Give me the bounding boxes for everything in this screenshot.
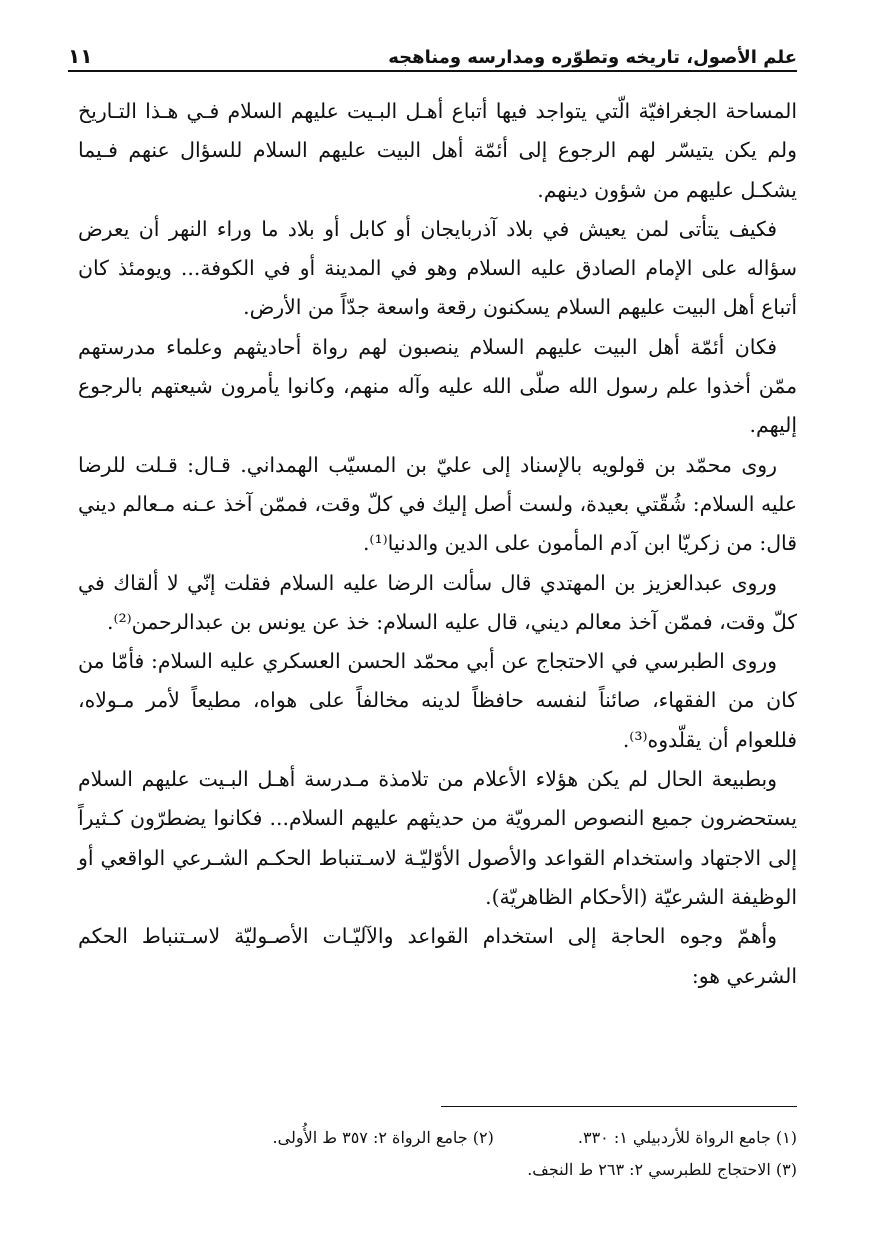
- paragraph: فكيف يتأتى لمن يعيش في بلاد آذربايجان أو كابل أو بلاد ما وراء النهر أن يعرض سؤاله على الإمام الصادق عليه السلام وهو في المدينة أو في الكوفة... ويومئذ كان أتباع أهل البيت عليهم السلام يسكنون رقعة واسعة جدّاً من الأرض.: [78, 216, 797, 320]
- footnotes: [120, 1122, 797, 1186]
- paragraph: روى محمّد بن قولويه بالإسناد إلى عليّ بن المسيّب الهمداني. قـال: قـلت للرضا عليه السلام: شُقّتي بعيدة، ولست أصل إليك في كلّ وقت، فممّن آخذ عـنه مـعالم ديني قال: من زكريّا ابن آدم المأمون على الدين والدنيا⁽¹⁾.: [78, 452, 797, 556]
- header-rule: [68, 70, 797, 72]
- paragraph: فكان أئمّة أهل البيت عليهم السلام ينصبون لهم رواة أحاديثهم وعلماء مدرستهم ممّن أخذوا علم رسول الله صلّى الله عليه وآله منهم، وكانوا يأمرون شيعتهم بالرجوع إليهم.: [78, 334, 797, 438]
- footnote-rule: [441, 1106, 797, 1107]
- footnote-3: (٣) الاحتجاج للطبرسي ٢: ٢٦٣ ط النجف.: [527, 1160, 797, 1179]
- footnote-1: (١) جامع الرواة للأردبيلي ١: ٣٣٠.: [577, 1128, 797, 1147]
- footnote-2: (٢) جامع الرواة ٢: ٣٥٧ ط الأُولى.: [272, 1128, 494, 1147]
- paragraph: وأهمّ وجوه الحاجة إلى استخدام القواعد والآليّـات الأصـوليّة لاسـتنباط الحكم الشرعي هو:: [78, 924, 797, 988]
- paragraph: وروى عبدالعزيز بن المهتدي قال سألت الرضا عليه السلام فقلت إنّي لا ألقاك في كلّ وقت، فممّن آخذ معالم ديني، قال عليه السلام: خذ عن يونس بن عبدالرحمن⁽²⁾.: [78, 570, 797, 634]
- footnote-row: [120, 1122, 797, 1154]
- running-header: [68, 34, 797, 68]
- paragraph: المساحة الجغرافيّة الّتي يتواجد فيها أتباع أهـل البـيت عليهم السلام فـي هـذا التـاريخ ولم يكن يتيسّر لهم الرجوع إلى أئمّة أهل البيت عليهم السلام للسؤال عنهم فـيما يشكـل عليهم من شؤون دينهم.: [78, 99, 797, 202]
- footnote-row: [120, 1154, 797, 1186]
- page-number: ١١: [68, 44, 93, 68]
- running-title: علم الأصول، تاريخه وتطوّره ومدارسه ومناهجه: [388, 47, 797, 68]
- body-text: [78, 92, 797, 996]
- paragraph: وبطبيعة الحال لم يكن هؤلاء الأعلام من تلامذة مـدرسة أهـل البـيت عليهم السلام يستحضرون جميع النصوص المرويّة من حديثهم عليهم السلام... فكانوا يضطرّون كـثيراً إلى الاجتهاد واستخدام القواعد والأصول الأوّليّـة لاسـتنباط الحكـم الشـرعي الواقعي أو الوظيفة الشرعيّة (الأحكام الظاهريّة).: [78, 767, 797, 909]
- paragraph: وروى الطبرسي في الاحتجاج عن أبي محمّد الحسن العسكري عليه السلام: فأمّا من كان من الفقهاء، صائناً لنفسه حافظاً لدينه مخالفاً على هواه، مطيعاً لأمر مـولاه، فللعوام أن يقلّدوه⁽³⁾.: [78, 649, 797, 752]
